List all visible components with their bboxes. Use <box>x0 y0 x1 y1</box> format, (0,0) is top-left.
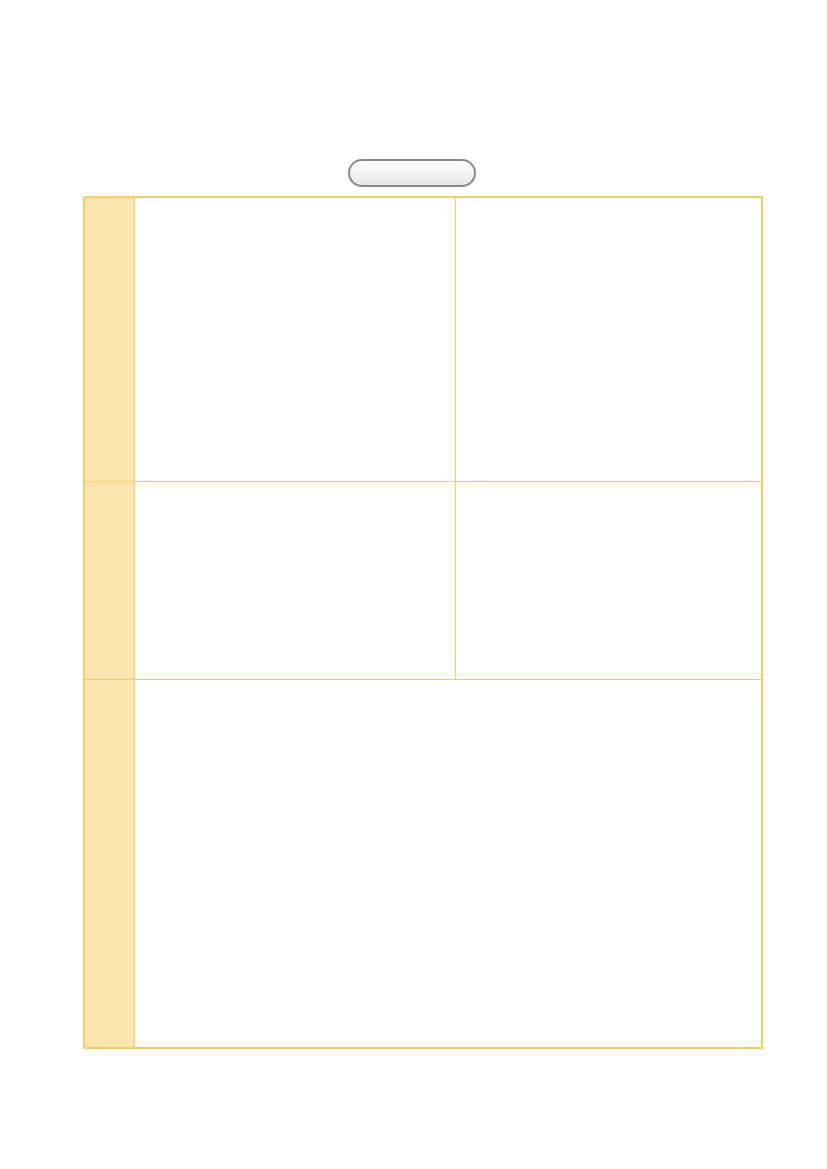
vocab-row <box>85 198 761 481</box>
sentences-row <box>85 680 761 1047</box>
phrases-row <box>85 482 761 679</box>
sentences-header <box>85 680 135 1047</box>
summary-table <box>83 196 763 1049</box>
banner-label <box>348 159 476 187</box>
section-banner <box>310 157 520 193</box>
phrases-header <box>85 482 135 679</box>
vocab-header <box>85 198 135 481</box>
